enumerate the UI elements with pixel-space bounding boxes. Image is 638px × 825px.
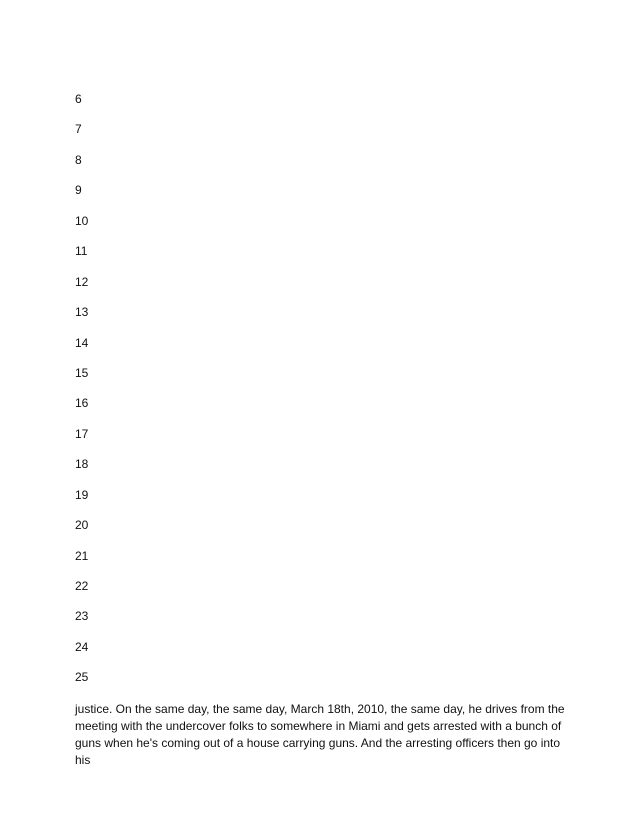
line-number: 11 xyxy=(75,244,88,259)
line-number: 7 xyxy=(75,122,82,137)
line-number: 24 xyxy=(75,639,89,654)
line-number: 9 xyxy=(75,183,82,198)
line-number: 25 xyxy=(75,670,89,685)
line-number: 22 xyxy=(75,579,89,593)
line-number: 10 xyxy=(75,213,89,228)
line-number-column xyxy=(75,91,88,700)
line-number: 21 xyxy=(75,548,89,563)
line-number: 6 xyxy=(75,92,82,106)
line-number: 8 xyxy=(75,152,82,167)
line-number: 16 xyxy=(75,396,89,411)
line-number: 17 xyxy=(75,426,89,441)
line-number: 20 xyxy=(75,518,89,533)
line-number: 19 xyxy=(75,487,89,502)
line-number: 23 xyxy=(75,609,89,624)
line-number: 12 xyxy=(75,274,89,289)
line-number: 15 xyxy=(75,365,89,380)
transcript-paragraph: justice. On the same day, the same day, March 18th, 2010, the same day, he drives from the meeting with the undercover folks to somewhere in Miami and gets arrested with a bunch of guns when he's coming out of a house carrying guns. And the arresting officers then go into his xyxy=(75,702,565,767)
line-number: 13 xyxy=(75,305,89,320)
line-number: 18 xyxy=(75,457,89,472)
line-number: 14 xyxy=(75,335,89,350)
